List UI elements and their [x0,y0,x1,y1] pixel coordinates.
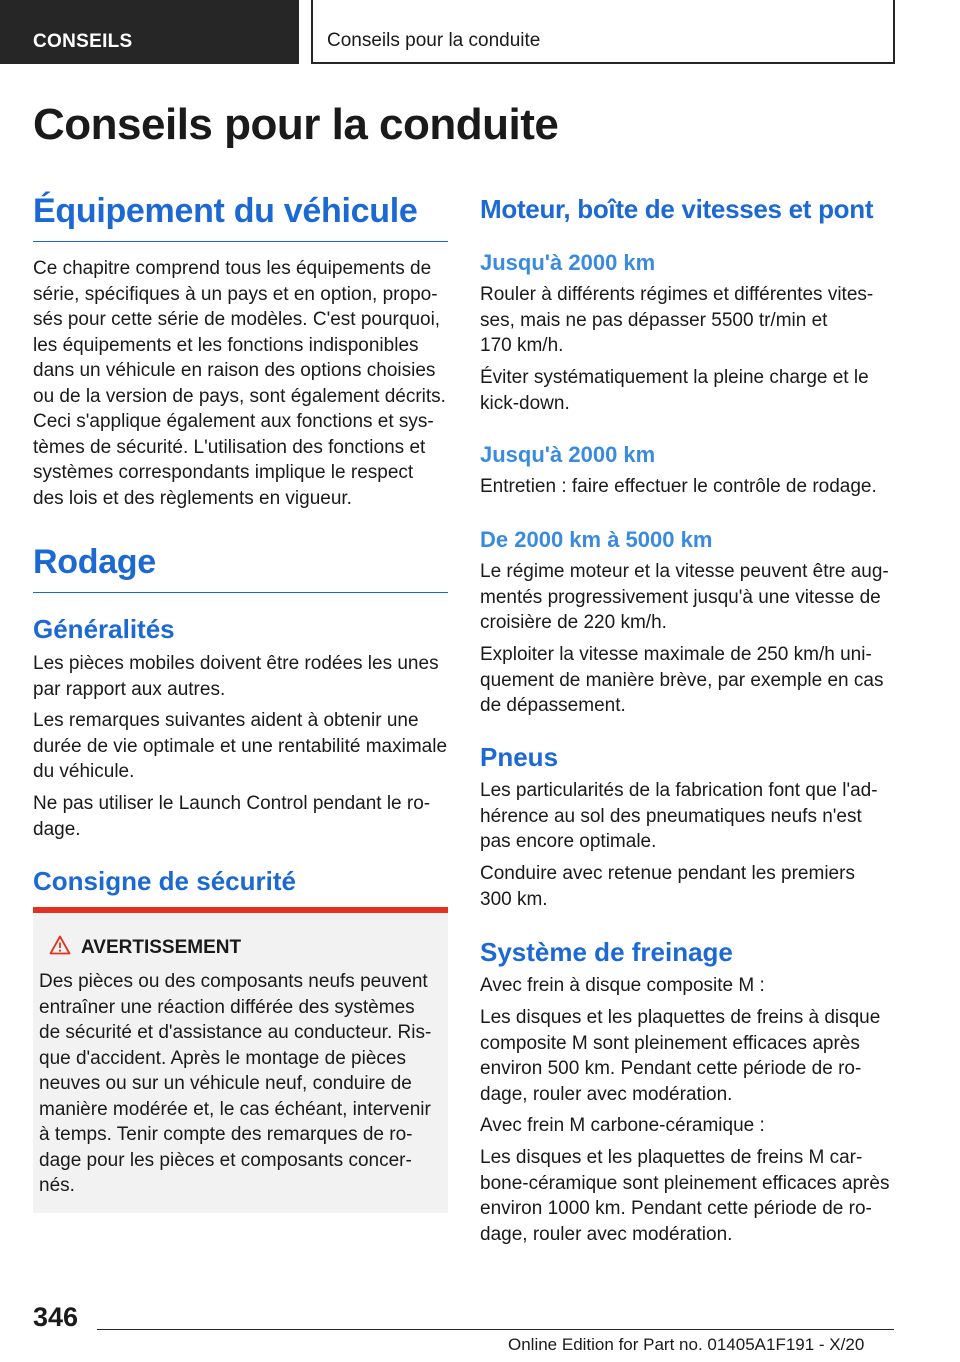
heading-jusqua-2000-2: Jusqu'à 2000 km [480,442,656,467]
generalites-p2: Les remarques suivantes aident à obtenir une durée de vie optimale et une rentabilité maximale du véhicule. [33,710,448,782]
freinage-p1: Avec frein à disque composite M : [480,975,765,996]
heading-consigne: Consigne de sécurité [33,866,296,896]
section-header-title: Conseils pour la conduite [327,30,541,51]
warning-triangle-icon [49,935,71,961]
heading-rodage: Rodage [33,543,448,593]
freinage-p2: Les disques et les plaquettes de freins à disque composite M sont pleinement efficaces après environ 500 km. Pendant cette période de ro- dage, rouler avec modération. [480,1007,881,1105]
moteur-sub2-p1: Entretien : faire effectuer le contrôle de rodage. [480,476,877,497]
page-number: 346 [33,1302,79,1332]
pneus-p1: Les particularités de la fabrication font que l'ad- hérence au sol des pneumatiques neufs n'est pas encore optimale. [480,780,878,852]
warning-text: Des pièces ou des composants neufs peuvent entraîner une réaction différée des systèmes de sécurité et d'assistance au conducteur. Ris- que d'accident. Après le montage de pièces neuves ou sur un véhicule neuf, conduire de manière modérée et, le cas échéant, intervenir à temps. Tenir compte des remarques de ro- dage pour les pièces et composants concer- nés. [39,971,432,1196]
warning-box [33,907,448,1213]
moteur-sub1-p2: Éviter systématiquement la pleine charge et le kick-down. [480,367,869,414]
heading-generalites: Généralités [33,614,175,644]
generalites-p1: Les pièces mobiles doivent être rodées les unes par rapport aux autres. [33,653,439,700]
warning-header [49,935,241,961]
freinage-p3: Avec frein M carbone-céramique : [480,1115,765,1136]
freinage-p4: Les disques et les plaquettes de freins M car- bone-céramique sont pleinement efficaces après environ 1000 km. Pendant cette période de ro- dage, rouler avec modération. [480,1147,890,1245]
heading-de-2000-a-5000: De 2000 km à 5000 km [480,527,713,552]
chapter-tab [0,0,299,64]
pneus-p2: Conduire avec retenue pendant les premiers 300 km. [480,863,855,910]
moteur-sub3-p2: Exploiter la vitesse maximale de 250 km/h uni- quement de manière brève, par exemple en cas de dépassement. [480,644,884,716]
page-title: Conseils pour la conduite [33,100,559,149]
heading-jusqua-2000-1: Jusqu'à 2000 km [480,250,656,275]
heading-freinage: Système de freinage [480,937,733,967]
warning-label: AVERTISSEMENT [81,937,242,958]
footer-divider [97,1329,894,1330]
heading-pneus: Pneus [480,742,559,772]
footer-edition: Online Edition for Part no. 01405A1F191 - X/20 [508,1335,865,1354]
moteur-sub1-p1: Rouler à différents régimes et différentes vites- ses, mais ne pas dépasser 5500 tr/min et 170 km/h. [480,284,874,356]
equipement-text: Ce chapitre comprend tous les équipements de série, spécifiques à un pays et en option, propo- sés pour cette série de modèles. C'est pourquoi, les équipements et les fonctions indisponibles dans un véhicule en raison des options choisies ou de la version de pays, sont également décrits. Ceci s'applique également aux fonctions et sys- tèmes de sécurité. L'utilisation des fonctions et systèmes correspondants implique le respect des lois et des règlements en vigueur. [33,258,446,509]
generalites-p3: Ne pas utiliser le Launch Control pendant le ro- dage. [33,793,431,840]
heading-moteur: Moteur, boîte de vitesses et pont [480,194,874,224]
section-header [311,0,895,64]
heading-equipement: Équipement du véhicule [33,192,448,242]
chapter-tab-label: CONSEILS [33,31,133,52]
moteur-sub3-p1: Le régime moteur et la vitesse peuvent être aug- mentés progressivement jusqu'à une vitesse de croisière de 220 km/h. [480,561,889,633]
